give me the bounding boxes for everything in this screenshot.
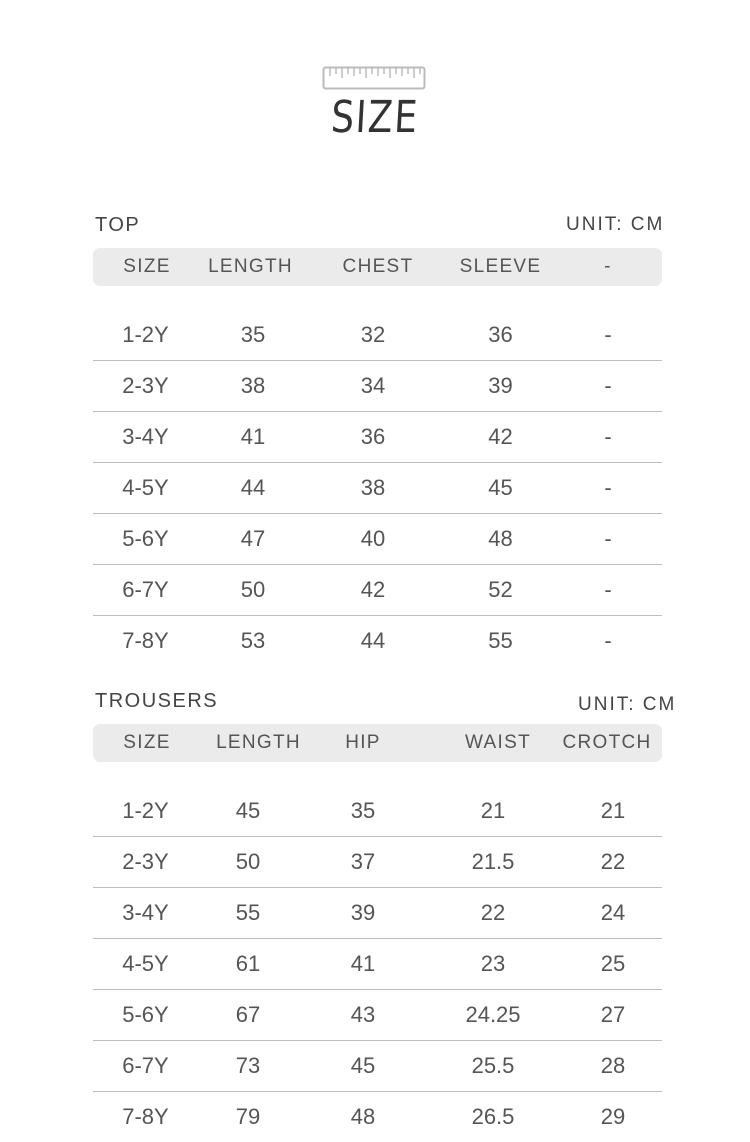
top-cell-sleeve: 55 (488, 628, 513, 653)
top-cell-: - (604, 628, 612, 653)
trousers-cell-size: 2-3Y (122, 849, 169, 874)
trousers-cell-waist: 25.5 (471, 1053, 515, 1078)
trousers-cell-waist: 26.5 (471, 1104, 515, 1129)
trousers-cell-crotch: 29 (600, 1104, 626, 1129)
top-cell-size: 3-4Y (122, 424, 169, 449)
trousers-cell-crotch: 24 (600, 900, 626, 925)
trousers-cell-crotch: 22 (600, 849, 626, 874)
top-cell-size: 5-6Y (122, 526, 169, 551)
trousers-cell-crotch: 21 (600, 798, 626, 823)
top-col-sleeve: SLEEVE (459, 256, 542, 277)
top-cell-: - (604, 322, 612, 347)
trousers-cell-hip: 45 (350, 1053, 376, 1078)
top-table-row (93, 616, 662, 666)
top-cell-sleeve: 48 (488, 526, 513, 551)
trousers-cell-size: 3-4Y (122, 900, 169, 925)
trousers-table-row (93, 888, 662, 939)
top-table-row (93, 565, 662, 616)
top-cell-length: 35 (240, 322, 266, 347)
trousers-cell-hip: 43 (350, 1002, 376, 1027)
top-cell-length: 41 (240, 424, 266, 449)
trousers-cell-size: 6-7Y (122, 1053, 169, 1078)
top-cell-sleeve: 36 (488, 322, 513, 347)
top-cell-length: 38 (240, 373, 266, 398)
trousers-table-row (93, 990, 662, 1041)
top-table-header (93, 248, 662, 286)
trousers-cell-length: 61 (235, 951, 261, 976)
trousers-cell-hip: 41 (350, 951, 376, 976)
trousers-section-title: TROUSERS (95, 690, 219, 712)
ruler-icon (322, 66, 426, 90)
top-cell-chest: 34 (360, 373, 386, 398)
trousers-table-row (93, 837, 662, 888)
trousers-cell-waist: 23 (480, 951, 506, 976)
trousers-cell-hip: 35 (350, 798, 376, 823)
trousers-cell-size: 7-8Y (122, 1104, 169, 1129)
trousers-cell-waist: 24.25 (465, 1002, 521, 1027)
top-cell-size: 4-5Y (122, 475, 169, 500)
top-cell-: - (604, 424, 612, 449)
top-cell-chest: 38 (360, 475, 386, 500)
top-table-row (93, 412, 662, 463)
top-cell-length: 50 (240, 577, 266, 602)
top-cell-size: 7-8Y (122, 628, 169, 653)
trousers-cell-waist: 22 (480, 900, 506, 925)
top-col-length: LENGTH (208, 256, 293, 277)
top-cell-length: 53 (240, 628, 266, 653)
trousers-col-length: LENGTH (216, 732, 301, 753)
trousers-cell-length: 55 (235, 900, 261, 925)
top-cell-size: 6-7Y (122, 577, 169, 602)
trousers-cell-size: 4-5Y (122, 951, 169, 976)
top-table-row (93, 463, 662, 514)
top-col-extra: - (604, 256, 612, 277)
top-cell-length: 47 (240, 526, 266, 551)
top-cell-: - (604, 373, 612, 398)
page-title: SIZE (329, 92, 421, 143)
trousers-table-row (93, 786, 662, 837)
top-table-row (93, 310, 662, 361)
top-cell-length: 44 (240, 475, 266, 500)
top-cell-size: 1-2Y (122, 322, 169, 347)
trousers-cell-hip: 48 (350, 1104, 376, 1129)
trousers-table-row (93, 1041, 662, 1092)
trousers-cell-size: 1-2Y (122, 798, 169, 823)
trousers-table-row (93, 939, 662, 990)
trousers-cell-crotch: 27 (600, 1002, 626, 1027)
trousers-cell-length: 45 (235, 798, 261, 823)
trousers-cell-hip: 39 (350, 900, 376, 925)
top-cell-: - (604, 475, 612, 500)
trousers-cell-hip: 37 (350, 849, 376, 874)
top-size-table (93, 248, 662, 666)
trousers-col-waist: WAIST (465, 732, 531, 753)
trousers-cell-crotch: 28 (600, 1053, 626, 1078)
trousers-cell-length: 79 (235, 1104, 261, 1129)
top-cell-sleeve: 45 (488, 475, 513, 500)
top-table-row (93, 361, 662, 412)
top-cell-chest: 42 (360, 577, 386, 602)
top-cell-chest: 44 (360, 628, 386, 653)
trousers-cell-waist: 21 (480, 798, 506, 823)
trousers-cell-crotch: 25 (600, 951, 626, 976)
top-cell-: - (604, 526, 612, 551)
top-section-title: TOP (95, 214, 141, 236)
top-unit-label: UNIT: CM (566, 214, 665, 235)
trousers-col-crotch: CROTCH (562, 732, 652, 753)
top-cell-size: 2-3Y (122, 373, 169, 398)
trousers-col-size: SIZE (123, 732, 171, 753)
top-cell-sleeve: 39 (488, 373, 513, 398)
trousers-unit-label: UNIT: CM (578, 694, 677, 715)
trousers-cell-waist: 21.5 (471, 849, 515, 874)
trousers-table-header (93, 724, 662, 762)
top-cell-chest: 32 (360, 322, 386, 347)
trousers-size-table (93, 724, 662, 1142)
top-cell-sleeve: 42 (488, 424, 513, 449)
trousers-table-row (93, 1092, 662, 1142)
top-cell-chest: 40 (360, 526, 386, 551)
top-cell-chest: 36 (360, 424, 386, 449)
top-col-chest: CHEST (342, 256, 414, 277)
top-col-size: SIZE (123, 256, 171, 277)
size-logo (318, 62, 432, 152)
top-cell-sleeve: 52 (488, 577, 513, 602)
trousers-cell-length: 50 (235, 849, 261, 874)
top-cell-: - (604, 577, 612, 602)
trousers-cell-length: 67 (235, 1002, 261, 1027)
trousers-col-hip: HIP (345, 732, 381, 753)
trousers-cell-length: 73 (235, 1053, 261, 1078)
trousers-cell-size: 5-6Y (122, 1002, 169, 1027)
top-table-row (93, 514, 662, 565)
